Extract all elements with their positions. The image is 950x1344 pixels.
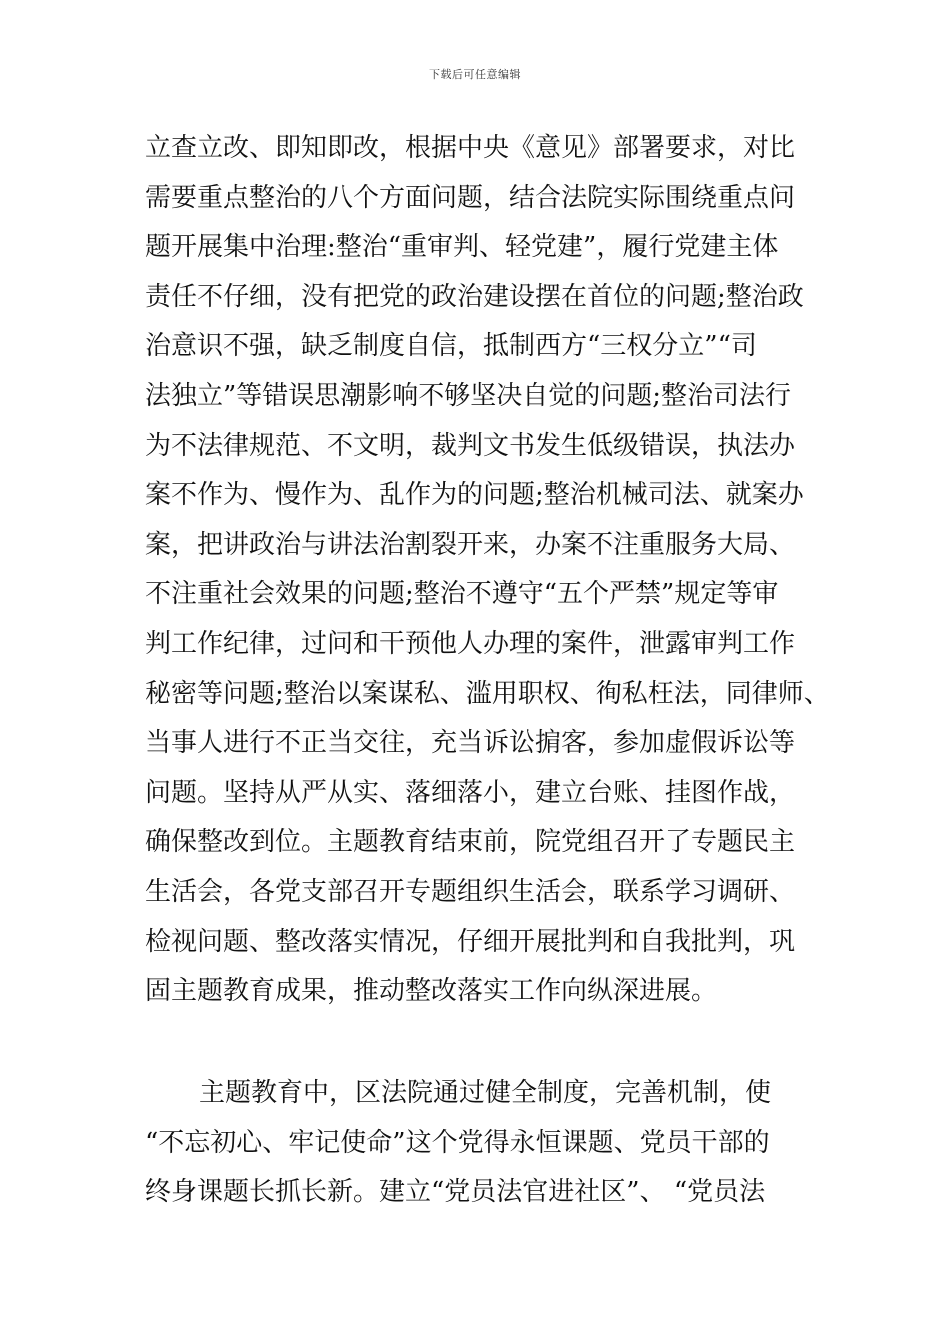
text-line: 案，把讲政治与讲法治割裂开来，办案不注重服务大局、 bbox=[145, 529, 796, 560]
text-line: 检视问题、整改落实情况，仔细开展批判和自我批判，巩 bbox=[145, 926, 796, 957]
text-line: 当事人进行不正当交往，充当诉讼掮客，参加虚假诉讼等 bbox=[145, 728, 796, 759]
text-line: 责任不仔细，没有把党的政治建设摆在首位的问题;整治政 bbox=[145, 281, 804, 312]
text-line: 秘密等问题;整治以案谋私、滥用职权、徇私枉法，同律师、 bbox=[145, 678, 830, 709]
paragraph-2 bbox=[145, 1069, 825, 1218]
text-line: 生活会，各党支部召开专题组织生活会，联系学习调研、 bbox=[145, 876, 796, 907]
text-line: 需要重点整治的八个方面问题，结合法院实际围绕重点问 bbox=[145, 182, 796, 213]
text-line: 立查立改、即知即改，根据中央《意见》部署要求，对比 bbox=[145, 133, 796, 163]
header-note: 下载后可任意编辑 bbox=[429, 68, 521, 81]
text-line: 案不作为、慢作为、乱作为的问题;整治机械司法、就案办 bbox=[145, 480, 804, 511]
text-line: 问题。坚持从严从实、落细落小，建立台账、挂图作战， bbox=[145, 777, 796, 808]
text-line: 法独立”等错误思潮影响不够坚决自觉的问题;整治司法行 bbox=[145, 380, 792, 411]
text-line: 固主题教育成果，推动整改落实工作向纵深进展。 bbox=[145, 976, 718, 1007]
paragraph-1 bbox=[145, 124, 830, 1017]
text-line: 确保整改到位。主题教育结束前，院党组召开了专题民主 bbox=[145, 827, 796, 858]
text-line: 判工作纪律，过问和干预他人办理的案件，泄露审判工作 bbox=[145, 628, 796, 659]
text-line: 为不法律规范、不文明，裁判文书发生低级错误，执法办 bbox=[145, 430, 796, 461]
text-line: 治意识不强，缺乏制度自信，抵制西方“三权分立”“司 bbox=[145, 331, 757, 362]
text-line: 题开展集中治理:整治“重审判、轻党建”，履行党建主体 bbox=[145, 232, 779, 263]
text-line: 不注重社会效果的问题;整治不遵守“五个严禁”规定等审 bbox=[145, 579, 779, 610]
text-line: 主题教育中，区法院通过健全制度，完善机制，使 bbox=[199, 1078, 772, 1108]
text-line: 终身课题长抓长新。建立“党员法官进社区”、 “党员法 bbox=[145, 1177, 766, 1208]
text-line: “不忘初心、牢记使命”这个党得永恒课题、党员干部的 bbox=[145, 1127, 770, 1158]
